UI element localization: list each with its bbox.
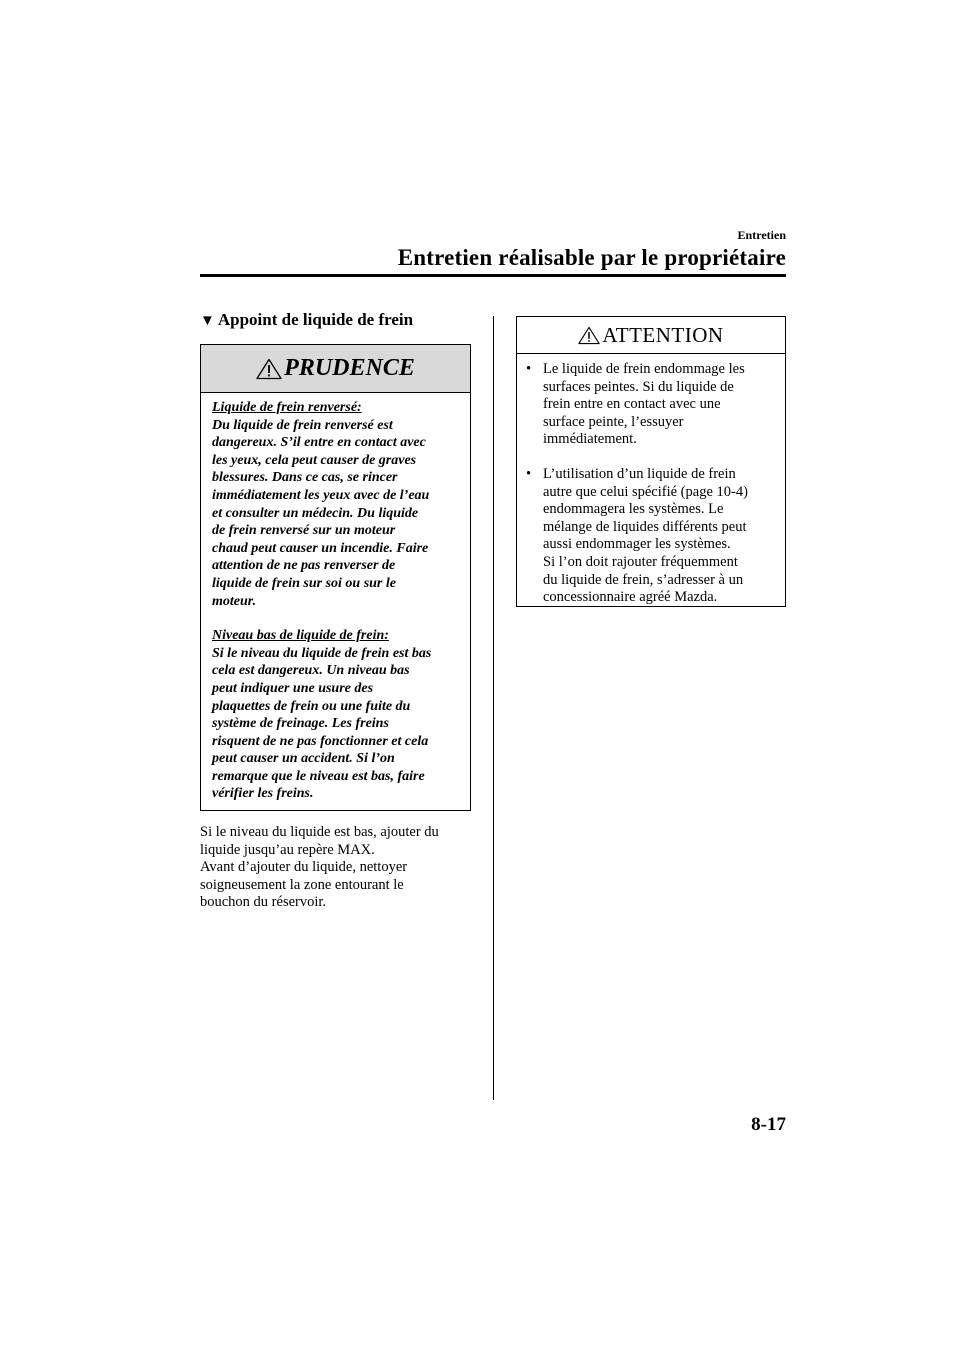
- body-line: Avant d’ajouter du liquide, nettoyer: [200, 859, 408, 876]
- warning-triangle-icon: [578, 326, 600, 345]
- prudence-line: blessures. Dans ce cas, se rincer: [212, 470, 398, 486]
- attention-line: surfaces peintes. Si du liquide de: [543, 378, 734, 395]
- page-title: Entretien réalisable par le propriétaire: [397, 245, 786, 270]
- prudence-line: système de freinage. Les freins: [212, 716, 389, 732]
- prudence-line: peut indiquer une usure des: [212, 680, 374, 696]
- attention-line: frein entre en contact avec une: [543, 396, 721, 413]
- prudence-line: et consulter un médecin. Du liquide: [212, 505, 419, 521]
- prudence-line: Du liquide de frein renversé est: [212, 417, 393, 433]
- prudence-line: liquide de frein sur soi ou sur le: [212, 575, 396, 591]
- chapter-label: Entretien: [737, 228, 786, 242]
- prudence-line: dangereux. S’il entre en contact avec: [212, 435, 426, 451]
- attention-line: endommagera les systèmes. Le: [543, 501, 724, 518]
- triangle-marker-icon: ▼: [200, 313, 215, 329]
- attention-body: [517, 354, 785, 607]
- attention-line: Si l’on doit rajouter fréquemment: [543, 553, 738, 570]
- attention-header: [517, 317, 785, 354]
- prudence-line: plaquettes de frein ou une fuite du: [212, 698, 411, 714]
- attention-line: du liquide de frein, s’adresser à un: [543, 571, 744, 588]
- body-line: Si le niveau du liquide est bas, ajouter du: [200, 824, 439, 840]
- prudence-line: peut causer un accident. Si l’on: [212, 751, 395, 767]
- body-paragraph: [200, 824, 480, 912]
- section-heading: [200, 310, 413, 330]
- prudence-paragraph: [212, 417, 460, 611]
- column-divider: [493, 316, 494, 1100]
- prudence-line: remarque que le niveau est bas, faire: [212, 768, 425, 784]
- prudence-line: risquent de ne pas fonctionner et cela: [212, 733, 429, 749]
- bullet-icon: •: [526, 361, 532, 377]
- prudence-box: [200, 344, 471, 811]
- attention-line: mélange de liquides différents peut: [543, 518, 747, 535]
- prudence-header: [201, 345, 470, 393]
- attention-box: [516, 316, 786, 607]
- body-line: liquide jusqu’au repère MAX.: [200, 841, 375, 858]
- prudence-subheading: Niveau bas de liquide de frein:: [212, 628, 389, 644]
- attention-line: Le liquide de frein endommage les: [543, 361, 745, 377]
- prudence-body: [201, 393, 470, 803]
- prudence-subheading: Liquide de frein renversé:: [212, 400, 362, 415]
- warning-triangle-icon: [256, 358, 282, 380]
- prudence-line: vérifier les freins.: [212, 786, 314, 802]
- prudence-line: chaud peut causer un incendie. Faire: [212, 540, 429, 556]
- body-line: soigneusement la zone entourant le: [200, 876, 404, 893]
- page-number: 8-17: [751, 1114, 786, 1135]
- attention-line: aussi endommager les systèmes.: [543, 536, 731, 553]
- prudence-line: de frein renversé sur un moteur: [212, 523, 396, 539]
- body-line: bouchon du réservoir.: [200, 894, 327, 911]
- attention-item-text: [543, 466, 748, 607]
- attention-list-item: [526, 361, 773, 449]
- prudence-label: PRUDENCE: [284, 355, 415, 381]
- prudence-line: moteur.: [212, 593, 256, 609]
- attention-line: concessionnaire agréé Mazda.: [543, 589, 718, 606]
- attention-line: immédiatement.: [543, 431, 637, 448]
- header-rule: [200, 274, 786, 277]
- attention-list-item: [526, 466, 773, 607]
- prudence-line: cela est dangereux. Un niveau bas: [212, 663, 410, 679]
- attention-item-text: [543, 361, 745, 449]
- attention-label: ATTENTION: [602, 322, 724, 347]
- attention-line: autre que celui spécifié (page 10-4): [543, 483, 748, 500]
- section-heading-text: Appoint de liquide de frein: [217, 310, 414, 329]
- bullet-icon: •: [526, 465, 532, 482]
- prudence-line: attention de ne pas renverser de: [212, 558, 396, 574]
- prudence-line: Si le niveau du liquide de frein est bas: [212, 645, 432, 661]
- prudence-line: immédiatement les yeux avec de l’eau: [212, 487, 430, 503]
- attention-line: surface peinte, l’essuyer: [543, 413, 684, 430]
- prudence-line: les yeux, cela peut causer de graves: [212, 452, 417, 468]
- attention-line: L’utilisation d’un liquide de frein: [543, 465, 736, 482]
- prudence-paragraph: [212, 645, 460, 803]
